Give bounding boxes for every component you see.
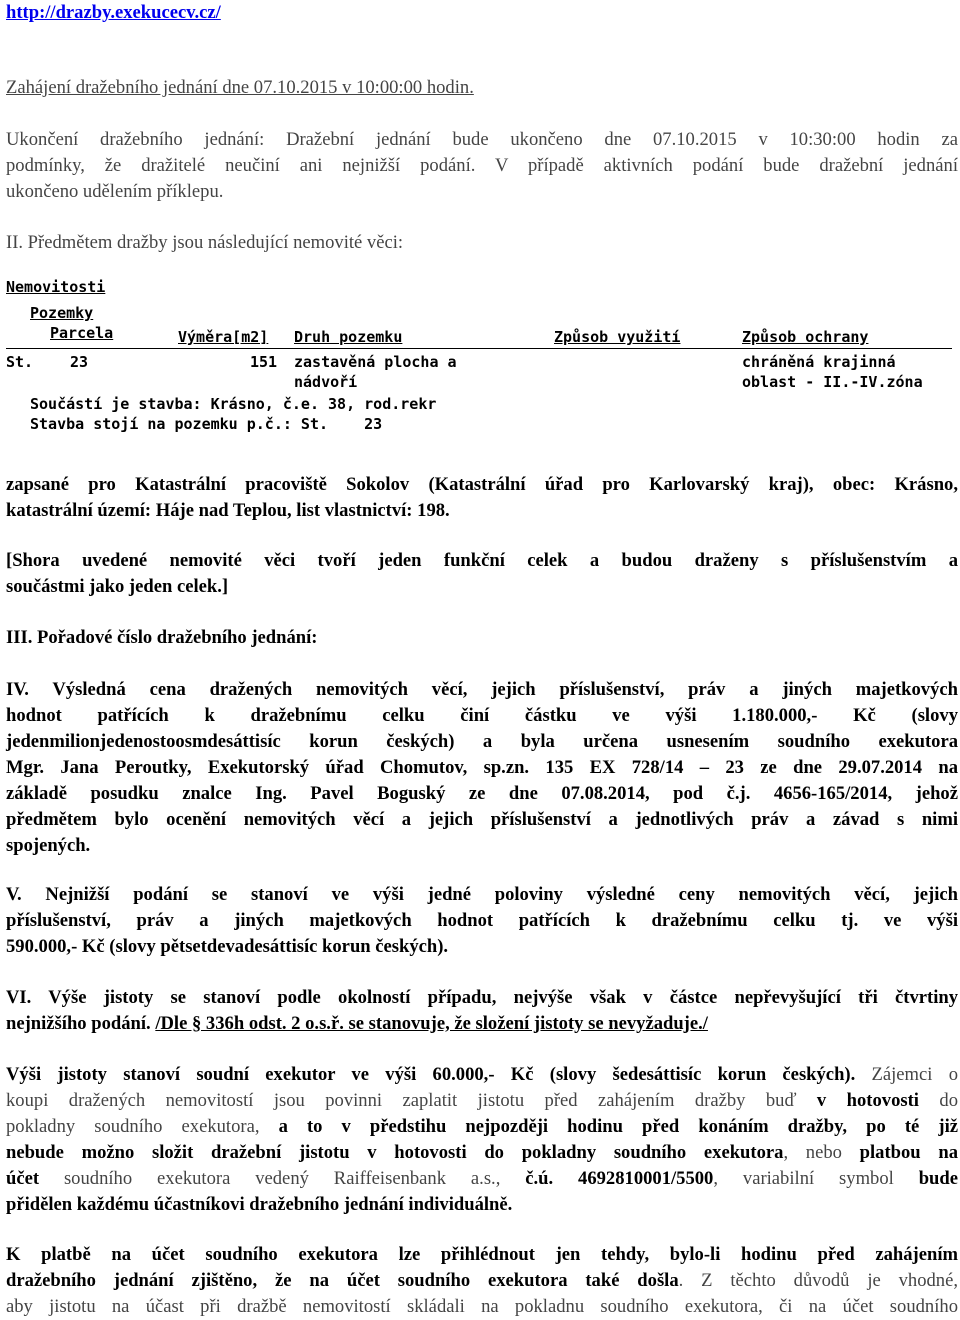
cadastre-row-protection-2: oblast - II.-IV.zóna	[742, 373, 923, 391]
text-line: IV. Výsledná cena dražených nemovitých věcí, jejich příslušenství, práv a jiných majetkových	[6, 679, 958, 700]
text-line: přidělen každému účastníkovi dražebního jednání individuálně.	[6, 1194, 513, 1215]
deposit-transfer-text: platbou na	[859, 1142, 958, 1163]
deposit-text: koupi dražených nemovitostí jsou povinni zaplatit jistotu před zahájením dražby buď	[6, 1090, 817, 1111]
deposit-text: , variabilní symbol	[713, 1168, 919, 1189]
deposit-deadline-text: a to v předstihu nejpozději hodinu před konáním dražby, po té již	[278, 1116, 958, 1137]
deposit-symbol-text: bude	[918, 1168, 958, 1189]
auction-start-text: Zahájení dražebního jednání dne 07.10.2015 v 10:00:00 hodin.	[6, 77, 474, 98]
deposit-text: soudního exekutora vedený Raiffeisenbank a.s.,	[39, 1168, 526, 1189]
section-ii-text: II. Předmětem dražby jsou následující nemovité věci:	[6, 232, 404, 253]
payment-bold-text: dražebního jednání zjištěno, že na účet soudního exekutora také došla	[6, 1270, 679, 1291]
section-vi-legal-note: /Dle § 336h odst. 2 o.s.ř. se stanovuje, že složení jistoty se nevyžaduje./	[155, 1013, 708, 1034]
text-line: aby jistotu na účast při dražbě nemovitostí skládali na pokladnu soudního exekutora, či na účet soudního	[6, 1296, 958, 1317]
text-line: K platbě na účet soudního exekutora lze přihlédnout jen tehdy, bylo-li hodinu před zahájením	[6, 1244, 958, 1265]
cadastre-heading-zpusob-vyuziti: Způsob využití	[554, 328, 681, 346]
section-iv-paragraph	[6, 677, 958, 859]
cadastre-row-st: St.	[6, 353, 34, 371]
deposit-text: pokladny soudního exekutora,	[6, 1116, 279, 1137]
cadastre-row-land-type-2: nádvoří	[294, 373, 358, 391]
text-line	[6, 1268, 958, 1294]
deposit-text: , nebo	[783, 1142, 860, 1163]
functional-unit-paragraph	[6, 548, 958, 600]
text-line	[6, 1140, 958, 1166]
cadastre-heading-parcela: Parcela	[50, 324, 114, 342]
text-line	[6, 1011, 958, 1037]
section-vi-paragraph	[6, 985, 958, 1037]
cadastre-building-on-plot: Stavba stojí na pozemku p.č.: St. 23	[30, 415, 383, 433]
deposit-text: Zájemci o	[855, 1064, 958, 1085]
text-line: předmětem bylo ocenění nemovitých věcí a jejich příslušenství a jednotlivých práv a závad s nimi	[6, 809, 958, 830]
deposit-cash-text: v hotovosti	[816, 1090, 919, 1111]
auction-end-paragraph	[6, 127, 958, 205]
cadastre-row-area: 151	[250, 353, 278, 371]
cadastre-row-number: 23	[70, 353, 89, 371]
text-line: hodnot patřících k dražebnímu celku činí částku ve výši 1.180.000,- Kč (slovy	[6, 705, 958, 726]
source-url-line	[6, 0, 958, 26]
text-line	[6, 1062, 958, 1088]
source-url-link[interactable]: http://drazby.exekucecv.cz/	[6, 2, 221, 23]
text-line: jedenmilionjedenostoosmdesáttisíc korun českých) a byla určena usnesením soudního exekutora	[6, 731, 958, 752]
text-line: součástmi jako jeden celek.]	[6, 576, 229, 597]
cadastre-heading-zpusob-ochrany: Způsob ochrany	[742, 328, 869, 346]
cadastre-heading-vymera: Výměra[m2]	[178, 328, 269, 346]
cadastre-row-protection: chráněná krajinná	[742, 353, 896, 371]
payment-paragraph	[6, 1242, 958, 1320]
deposit-paragraph	[6, 1062, 958, 1218]
text-line: Ukončení dražebního jednání: Dražební jednání bude ukončeno dne 07.10.2015 v 10:30:00 hodin za	[6, 129, 958, 150]
text-line: 590.000,- Kč (slovy pětsetdevadesáttisíc korun českých).	[6, 936, 449, 957]
text-line	[6, 1166, 958, 1192]
text-line: V. Nejnižší podání se stanoví ve výši jedné poloviny výsledné ceny nemovitých věcí, jejich	[6, 884, 958, 905]
text-line: VI. Výše jistoty se stanoví podle okolností případu, nejvýše však v částce nepřevyšující tři čtvrtiny	[6, 987, 958, 1008]
cadastre-heading-druh: Druh pozemku	[294, 328, 403, 346]
section-iii-heading	[6, 625, 958, 651]
text-line: Mgr. Jana Peroutky, Exekutorský úřad Chomutov, sp.zn. 135 EX 728/14 – 23 ze dne 29.07.2014 na	[6, 757, 958, 778]
text-line: podmínky, že dražitelé neučiní ani nejnižší podání. V případě aktivních podání bude dražební jednání	[6, 155, 958, 176]
deposit-text: do	[918, 1090, 958, 1111]
cadastre-part-of-building: Součástí je stavba: Krásno, č.e. 38, rod.rekr	[30, 395, 437, 413]
cadastre-heading-nemovitosti: Nemovitosti	[6, 278, 106, 296]
text-line: spojených.	[6, 835, 91, 856]
section-vi-min-bid: nejnižšího podání.	[6, 1013, 156, 1034]
deposit-account-label: účet	[6, 1168, 40, 1189]
cadastre-heading-pozemky: Pozemky	[30, 304, 94, 322]
payment-text: . Z těchto důvodů je vhodné,	[678, 1270, 958, 1291]
cadastre-row-land-type: zastavěná plocha a	[294, 353, 457, 371]
text-line: katastrální území: Háje nad Teplou, list vlastnictví: 198.	[6, 500, 450, 521]
text-line: [Shora uvedené nemovité věci tvoří jeden funkční celek a budou draženy s příslušenstvím a	[6, 550, 958, 571]
text-line: základě posudku znalce Ing. Pavel Boguský ze dne 07.08.2014, pod č.j. 4656-165/2014, jehož	[6, 783, 958, 804]
text-line	[6, 1088, 958, 1114]
text-line	[6, 1114, 958, 1140]
text-line: příslušenství, práv a jiných majetkových hodnot patřících k dražebnímu celku tj. ve výši	[6, 910, 958, 931]
section-v-paragraph	[6, 882, 958, 960]
section-ii-heading	[6, 230, 958, 256]
text-line: zapsané pro Katastrální pracoviště Sokolov (Katastrální úřad pro Karlovarský kraj), obec: Krásno,	[6, 474, 958, 495]
registered-paragraph	[6, 472, 958, 524]
bank-account-number: č.ú. 4692810001/5500	[525, 1168, 714, 1189]
section-iii-text: III. Pořadové číslo dražebního jednání:	[6, 627, 318, 648]
text-line: ukončeno udělením příklepu.	[6, 181, 224, 202]
deposit-cash-deadline-text: nebude možno složit dražební jistotu v hotovosti do pokladny soudního exekutora	[6, 1142, 784, 1163]
deposit-amount-text: Výši jistoty stanoví soudní exekutor ve výši 60.000,- Kč (slovy šedesáttisíc korun českých).	[6, 1064, 856, 1085]
auction-start-line	[6, 75, 958, 101]
cadastre-rule	[6, 348, 952, 349]
cadastre-excerpt	[6, 276, 956, 436]
